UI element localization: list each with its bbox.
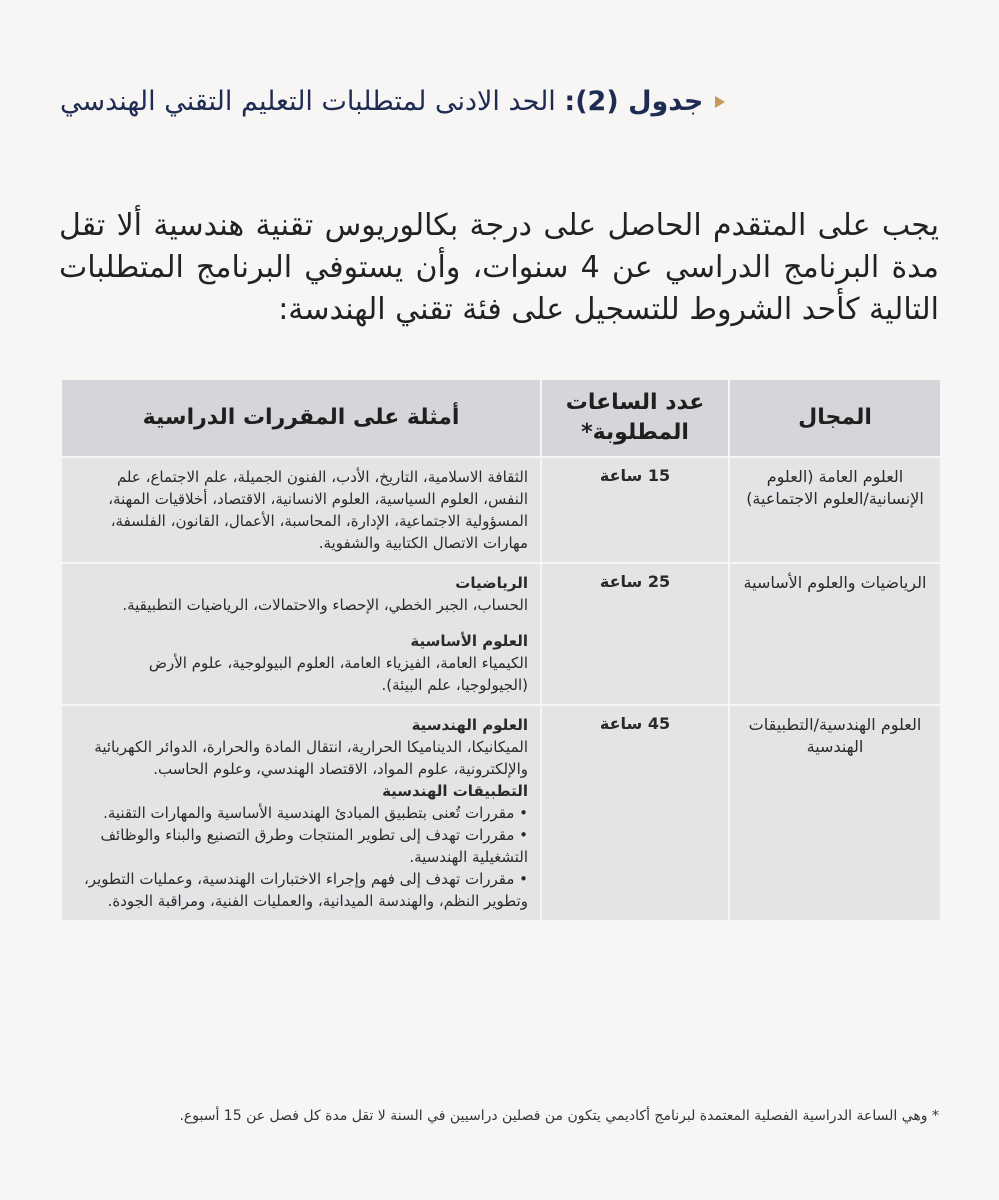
table-header-row <box>61 379 941 457</box>
courses-cell <box>61 563 541 705</box>
engineering-applications-subtitle: التطبيقات الهندسية <box>382 782 528 800</box>
math-subtitle: الرياضيات <box>455 574 528 592</box>
basic-sciences-courses: الكيمياء العامة، الفيزياء العامة، العلوم البيولوجية، علوم الأرض (الجيولوجيا، علم البيئة). <box>148 654 528 694</box>
domain-cell: العلوم العامة (العلوم الإنسانية/العلوم الاجتماعية) <box>729 457 941 563</box>
hours-cell: 25 ساعة <box>541 563 729 705</box>
domain-cell: الرياضيات والعلوم الأساسية <box>729 563 941 705</box>
section-title-text <box>60 86 703 117</box>
title-label: الحد الادنى لمتطلبات التعليم التقني الهندسي <box>60 86 565 117</box>
basic-sciences-subtitle: العلوم الأساسية <box>410 632 528 650</box>
section-title <box>60 86 929 117</box>
engineering-sciences-subtitle: العلوم الهندسية <box>411 716 528 734</box>
table-row <box>61 457 941 563</box>
courses-cell: الثقافة الاسلامية، التاريخ، الأدب، الفنون الجميلة، علم الاجتماع، علم النفس، العلوم السياسية، العلوم الانسانية، الاقتصاد، أخلاقيات المهنة، المسؤولية الاجتماعية، الإدارة، المحاسبة، الأعمال، القانون، الفلسفة، مهارات الاتصال الكتابية والشفوية. <box>61 457 541 563</box>
list-item: • مقررات تُعنى بتطبيق المبادئ الهندسية الأساسية والمهارات التقنية. <box>103 804 528 822</box>
header-courses: أمثلة على المقررات الدراسية <box>61 379 541 457</box>
table-row <box>61 705 941 921</box>
footnote: * وهي الساعة الدراسية الفصلية المعتمدة لبرنامج أكاديمي يتكون من فصلين دراسيين في السنة لا تقل مدة كل فصل عن 15 أسبوع. <box>179 1108 939 1124</box>
domain-cell: العلوم الهندسية/التطبيقات الهندسية <box>729 705 941 921</box>
list-item: • مقررات تهدف إلى تطوير المنتجات وطرق التصنيع والبناء والوظائف التشغيلية الهندسية. <box>100 826 528 866</box>
list-item: • مقررات تهدف إلى فهم وإجراء الاختبارات الهندسية، وعمليات التطوير، وتطوير النظم، والهندسة الميدانية، والعمليات الفنية، ومراقبة الجودة. <box>83 870 528 910</box>
table-row <box>61 563 941 705</box>
table-number: جدول (2): <box>564 86 704 117</box>
math-courses: الحساب، الجبر الخطي، الإحصاء والاحتمالات، الرياضيات التطبيقية. <box>122 596 528 614</box>
requirements-table <box>60 378 942 922</box>
header-hours: عدد الساعات المطلوبة* <box>541 379 729 457</box>
intro-paragraph: يجب على المتقدم الحاصل على درجة بكالوريوس تقنية هندسية ألا تقل مدة البرنامج الدراسي عن 4 سنوات، وأن يستوفي البرنامج المتطلبات التالية كأحد الشروط للتسجيل على فئة تقني الهندسة: <box>59 208 939 327</box>
triangle-marker-icon <box>715 96 725 108</box>
courses-cell <box>61 705 541 921</box>
engineering-sciences-courses: الميكانيكا، الديناميكا الحرارية، انتقال المادة والحرارة، الدوائر الكهربائية والإلكترونية، علوم المواد، الاقتصاد الهندسي، وعلوم الحاسب. <box>94 738 528 778</box>
hours-cell: 15 ساعة <box>541 457 729 563</box>
header-domain: المجال <box>729 379 941 457</box>
hours-cell: 45 ساعة <box>541 705 729 921</box>
